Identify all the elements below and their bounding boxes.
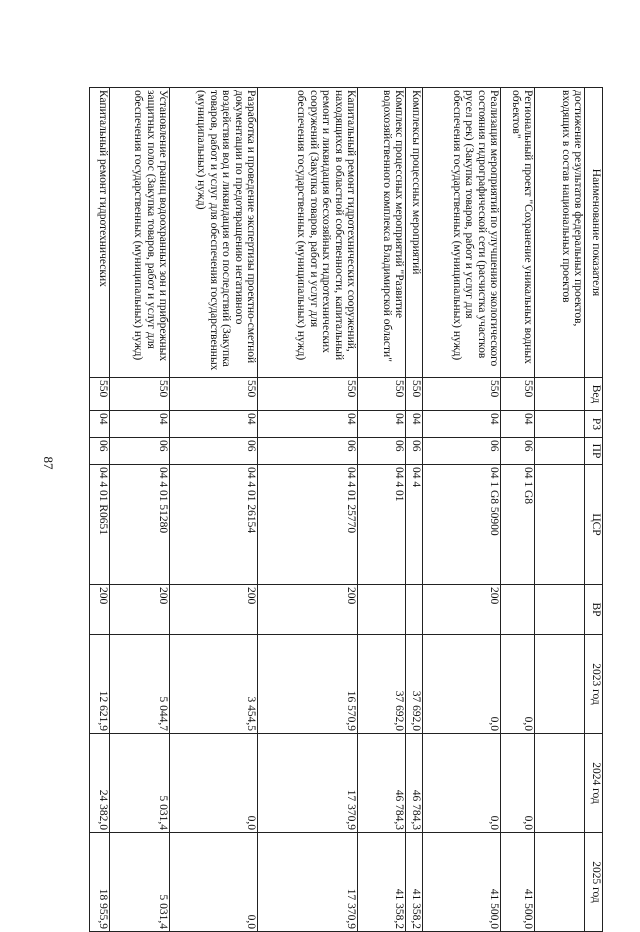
row-2025: 41 358,2 <box>406 833 423 932</box>
row-rz: 04 <box>406 411 423 438</box>
row-vr <box>501 585 535 635</box>
row-2024: 5 031,4 <box>110 734 170 833</box>
row-ved: 550 <box>406 378 423 411</box>
row-csr <box>535 465 585 585</box>
row-name: Комплекс процессных мероприятий "Развитие водохозяйственного комплекса Владимирской области" <box>358 88 406 378</box>
row-pr: 06 <box>358 438 406 465</box>
row-vr: 200 <box>110 585 170 635</box>
row-2023: 16 570,9 <box>258 635 358 734</box>
header-2023: 2023 год <box>585 635 603 734</box>
row-rz: 04 <box>423 411 501 438</box>
row-pr: 06 <box>170 438 258 465</box>
row-rz: 04 <box>501 411 535 438</box>
row-2024: 17 370,9 <box>258 734 358 833</box>
row-ved: 550 <box>170 378 258 411</box>
row-rz: 04 <box>258 411 358 438</box>
row-ved: 550 <box>90 378 110 411</box>
row-name: Капитальный ремонт гидротехнических <box>90 88 110 378</box>
row-2023: 12 621,9 <box>90 635 110 734</box>
row-csr: 04 1 G8 <box>501 465 535 585</box>
row-2025: 41 500,0 <box>501 833 535 932</box>
table-row <box>258 88 358 932</box>
row-2023: 0,0 <box>501 635 535 734</box>
row-2024: 46 784,3 <box>406 734 423 833</box>
row-2025 <box>535 833 585 932</box>
header-2024: 2024 год <box>585 734 603 833</box>
row-rz: 04 <box>90 411 110 438</box>
row-ved: 550 <box>423 378 501 411</box>
row-rz: 04 <box>358 411 406 438</box>
row-2024: 46 784,3 <box>358 734 406 833</box>
row-2023: 37 692,0 <box>406 635 423 734</box>
header-csr: ЦСР <box>585 465 603 585</box>
row-csr: 04 4 01 R0651 <box>90 465 110 585</box>
row-csr: 04 4 01 26154 <box>170 465 258 585</box>
row-vr: 200 <box>258 585 358 635</box>
row-pr: 06 <box>110 438 170 465</box>
row-csr: 04 4 <box>406 465 423 585</box>
row-rz <box>535 411 585 438</box>
row-2023: 3 454,5 <box>170 635 258 734</box>
row-vr <box>358 585 406 635</box>
header-2025: 2025 год <box>585 833 603 932</box>
row-csr: 04 4 01 <box>358 465 406 585</box>
row-name: Комплексы процессных мероприятий <box>406 88 423 378</box>
row-pr: 06 <box>423 438 501 465</box>
row-name: Региональный проект "Сохранение уникальных водных объектов" <box>501 88 535 378</box>
row-name: Установление границ водоохранных зон и прибрежных защитных полос (Закупка товаров, работ и услуг для обеспечения государственных (муниципальных) нужд) <box>110 88 170 378</box>
row-2025: 5 031,4 <box>110 833 170 932</box>
rotated-table-wrapper <box>97 87 603 931</box>
row-2025: 41 358,2 <box>358 833 406 932</box>
row-2025: 18 955,9 <box>90 833 110 932</box>
header-vr: ВР <box>585 585 603 635</box>
row-rz: 04 <box>110 411 170 438</box>
row-2023 <box>535 635 585 734</box>
table-row <box>110 88 170 932</box>
row-pr <box>535 438 585 465</box>
row-2024: 0,0 <box>501 734 535 833</box>
row-name: Капитальный ремонт гидротехнических сооружений, находящихся в областной собственности, капитальный ремонт и ликвидация бесхозяйных гидротехнических сооружений (Закупка товаров, работ и услуг для обеспечения государственных (муниципальных) нужд) <box>258 88 358 378</box>
table-row <box>90 88 110 932</box>
row-2025: 0,0 <box>170 833 258 932</box>
row-ved: 550 <box>258 378 358 411</box>
header-rz: РЗ <box>585 411 603 438</box>
page-number: 87 <box>41 456 56 470</box>
row-2024: 24 382,0 <box>90 734 110 833</box>
row-vr <box>406 585 423 635</box>
row-2023: 0,0 <box>423 635 501 734</box>
row-csr: 04 4 01 51280 <box>110 465 170 585</box>
row-vr: 200 <box>423 585 501 635</box>
row-rz: 04 <box>170 411 258 438</box>
row-ved: 550 <box>358 378 406 411</box>
table-row <box>406 88 423 932</box>
row-2025: 41 500,0 <box>423 833 501 932</box>
row-2023: 37 692,0 <box>358 635 406 734</box>
row-vr: 200 <box>90 585 110 635</box>
row-pr: 06 <box>501 438 535 465</box>
header-ved: Вед <box>585 378 603 411</box>
header-name: Наименование показателя <box>585 88 603 378</box>
row-pr: 06 <box>90 438 110 465</box>
row-csr: 04 4 01 25770 <box>258 465 358 585</box>
table-row <box>535 88 585 932</box>
row-ved: 550 <box>501 378 535 411</box>
row-pr: 06 <box>258 438 358 465</box>
row-ved: 550 <box>110 378 170 411</box>
table-header-row <box>585 88 603 932</box>
table-row <box>423 88 501 932</box>
row-csr: 04 1 G8 50900 <box>423 465 501 585</box>
row-name: Реализация мероприятий по улучшению экологического состояния гидрографической сети (расчистка участков русел рек) (Закупка товаров, работ и услуг для обеспечения государственных (муниципальных) нужд) <box>423 88 501 378</box>
budget-table <box>89 87 603 932</box>
table-row <box>358 88 406 932</box>
row-pr: 06 <box>406 438 423 465</box>
row-2025: 17 370,9 <box>258 833 358 932</box>
row-2024: 0,0 <box>423 734 501 833</box>
row-2024: 0,0 <box>170 734 258 833</box>
row-vr <box>535 585 585 635</box>
row-2023: 5 044,7 <box>110 635 170 734</box>
row-name: Разработка и проведение экспертизы проектно-сметной документации по предотвращению негативного воздействия вод и ликвидация его последствий (Закупка товаров, работ и услуг для обеспечения государственных (муниципальных) нужд) <box>170 88 258 378</box>
row-2024 <box>535 734 585 833</box>
row-vr: 200 <box>170 585 258 635</box>
table-row <box>501 88 535 932</box>
row-ved <box>535 378 585 411</box>
table-row <box>170 88 258 932</box>
header-pr: ПР <box>585 438 603 465</box>
row-name: достижение результатов федеральных проектов, входящих в состав национальных проектов <box>535 88 585 378</box>
